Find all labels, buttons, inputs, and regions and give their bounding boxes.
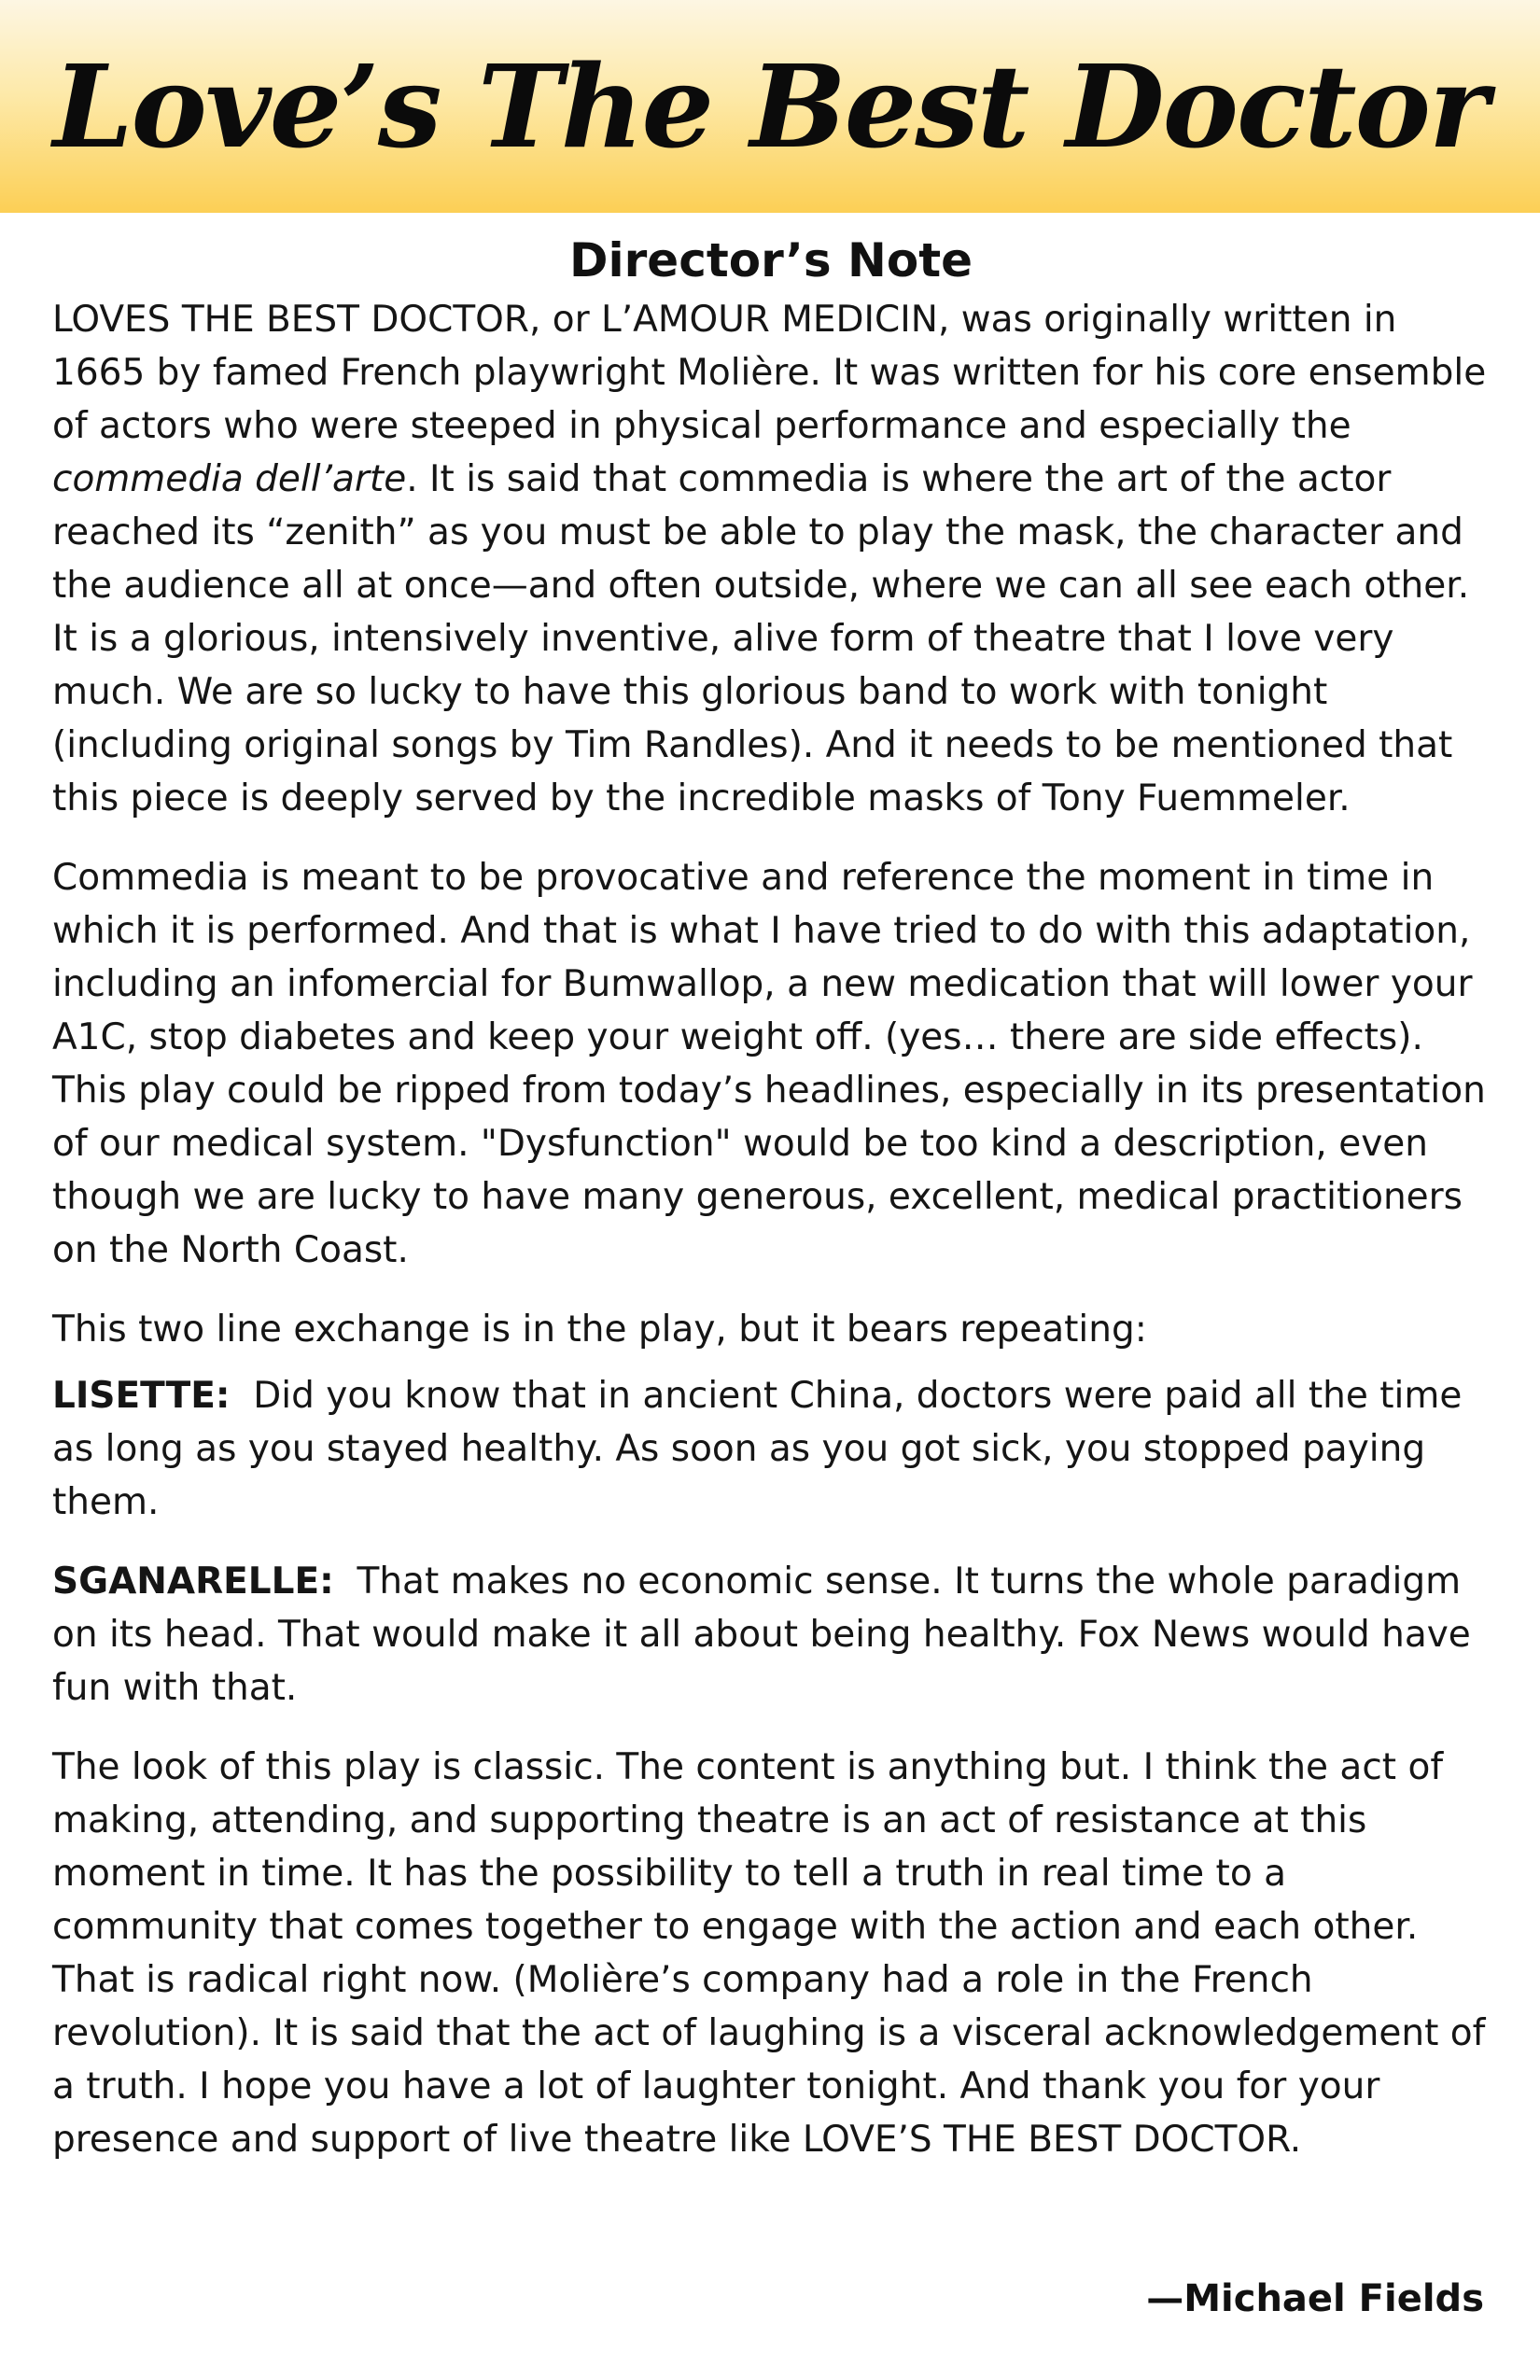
speaker-sganarelle: SGANARELLE: bbox=[52, 1561, 334, 1603]
dialogue-lisette bbox=[52, 1369, 1490, 1529]
paragraph-exchange-intro: This two line exchange is in the play, but it bears repeating: bbox=[52, 1309, 1147, 1351]
paragraph-intro-start: LOVES THE BEST DOCTOR, or L’AMOUR MEDICIN, was originally written in 1665 by famed French playwright Molière. It was written for his core ensemble of actors who were steeped in physical performance and especially the bbox=[52, 299, 1487, 447]
paragraph-closing: The look of this play is classic. The content is anything but. I think the act of making, attending, and supporting theatre is an act of resistance at this moment in time. It has the possibility to tell a truth in real time to a community that comes together to engage with the action and each other. That is radical right now. (Molière’s company had a role in the French revolution). It is said that the act of laughing is a visceral acknowledgement of a truth. I hope you have a lot of laughter tonight. And thank you for your presence and support of live theatre like LOVE’S THE BEST DOCTOR. bbox=[52, 1746, 1486, 2161]
dialogue-sganarelle bbox=[52, 1555, 1490, 1715]
line-sganarelle: That makes no economic sense. It turns the whole paradigm on its head. That would make it all about being healthy. Fox News would have fun with that. bbox=[52, 1561, 1471, 1709]
paragraph-intro bbox=[52, 293, 1490, 825]
directors-note bbox=[52, 217, 1490, 2192]
section-heading: Director’s Note bbox=[568, 233, 973, 287]
commedia-term: commedia dell’arte bbox=[52, 458, 407, 500]
line-lisette: Did you know that in ancient China, doctors were paid all the time as long as you stayed healthy. As soon as you got sick, you stopped paying them. bbox=[52, 1375, 1463, 1523]
page-title: Love’s The Best Doctor bbox=[52, 39, 1488, 174]
title-banner bbox=[0, 0, 1540, 213]
paragraph-commedia: Commedia is meant to be provocative and reference the moment in time in which it is performed. And that is what I have tried to do with this adaptation, including an infomercial for Bumwallop, a new medication that will lower your A1C, stop diabetes and keep your weight off. (yes… there are side effects). This play could be ripped from today’s headlines, especially in its presentation of our medical system. "Dysfunction" would be too kind a description, even though we are lucky to have many generous, excellent, medical practitioners on the North Coast. bbox=[52, 857, 1486, 1271]
speaker-lisette: LISETTE: bbox=[52, 1375, 231, 1417]
paragraph-intro-end: . It is said that commedia is where the art of the actor reached its “zenith” as you must be able to play the mask, the character and the audience all at once—and often outside, where we can all see each other. It is a glorious, intensively inventive, alive form of theatre that I love very much. We are so lucky to have this glorious band to work with tonight (including original songs by Tim Randles). And it needs to be mentioned that this piece is deeply served by the incredible masks of Tony Fuemmeler. bbox=[52, 458, 1470, 819]
signature: —Michael Fields bbox=[1146, 2277, 1484, 2320]
